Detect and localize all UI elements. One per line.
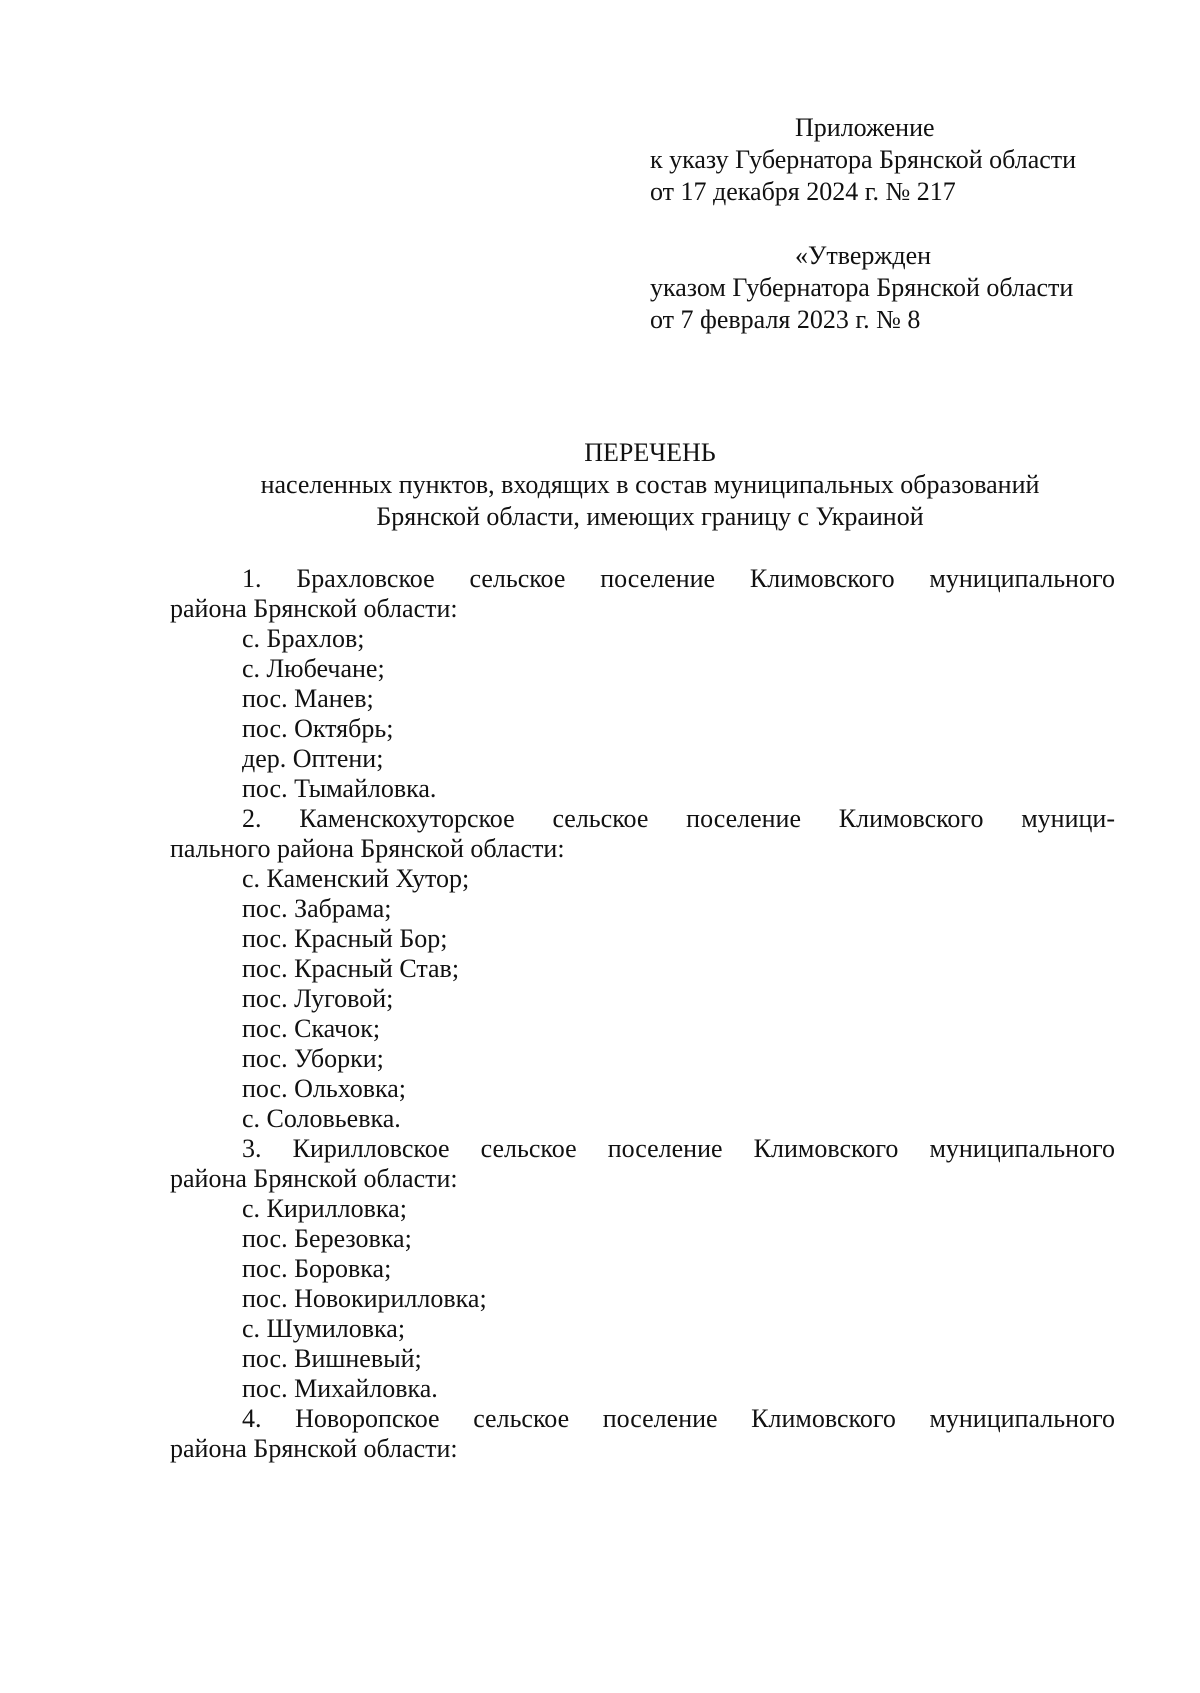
list-item: пос. Михайловка. [242,1374,438,1403]
section-4 [170,1404,1115,1464]
section-heading-continuation: района Брянской области: [170,594,458,623]
section-heading-continuation: района Брянской области: [170,1164,458,1193]
section-heading: 2. Каменскохуторское сельское поселение Климовского муници- [242,804,1115,833]
list-item: пос. Манев; [242,684,374,713]
appendix-header [650,112,1130,208]
approval-decree-reference: указом Губернатора Брянской области [650,273,1074,302]
list-item: пос. Тымайловка. [242,774,437,803]
list-item: с. Брахлов; [242,624,365,653]
list-item: с. Соловьевка. [242,1104,401,1133]
list-item: пос. Березовка; [242,1224,412,1253]
document-title [170,437,1130,533]
list-item: пос. Ольховка; [242,1074,406,1103]
section-heading-continuation: пального района Брянской области: [170,834,565,863]
list-item: пос. Красный Став; [242,954,460,983]
section-heading-continuation: района Брянской области: [170,1434,458,1463]
list-item: с. Любечане; [242,654,385,683]
list-item: пос. Уборки; [242,1044,384,1073]
list-item: пос. Вишневый; [242,1344,422,1373]
list-item: пос. Скачок; [242,1014,381,1043]
section-2 [170,804,1115,1134]
appendix-date-number: от 17 декабря 2024 г. № 217 [650,177,956,206]
section-heading: 3. Кирилловское сельское поселение Климовского муниципального [242,1134,1115,1163]
list-item: с. Шумиловка; [242,1314,406,1343]
section-heading: 4. Новоропское сельское поселение Климовского муниципального [242,1404,1115,1433]
list-item: пос. Октябрь; [242,714,394,743]
appendix-decree-reference: к указу Губернатора Брянской области [650,145,1077,174]
section-1 [170,564,1115,804]
list-item: с. Каменский Хутор; [242,864,470,893]
appendix-label: Приложение [795,113,935,142]
title-subtitle-line-1: населенных пунктов, входящих в состав муниципальных образований [260,470,1040,499]
list-item: пос. Красный Бор; [242,924,448,953]
approval-label: «Утвержден [795,241,932,270]
list-item: пос. Луговой; [242,984,394,1013]
section-3 [170,1134,1115,1404]
approval-date-number: от 7 февраля 2023 г. № 8 [650,305,921,334]
title-heading: ПЕРЕЧЕНЬ [584,438,716,467]
title-subtitle-line-2: Брянской области, имеющих границу с Украиной [376,502,924,531]
list-item: пос. Боровка; [242,1254,392,1283]
list-item: дер. Оптени; [242,744,384,773]
list-item: с. Кирилловка; [242,1194,407,1223]
approval-header [650,240,1130,336]
list-item: пос. Забрама; [242,894,392,923]
section-heading: 1. Брахловское сельское поселение Климовского муниципального [242,564,1115,593]
settlements-list [170,564,1115,1464]
list-item: пос. Новокирилловка; [242,1284,487,1313]
